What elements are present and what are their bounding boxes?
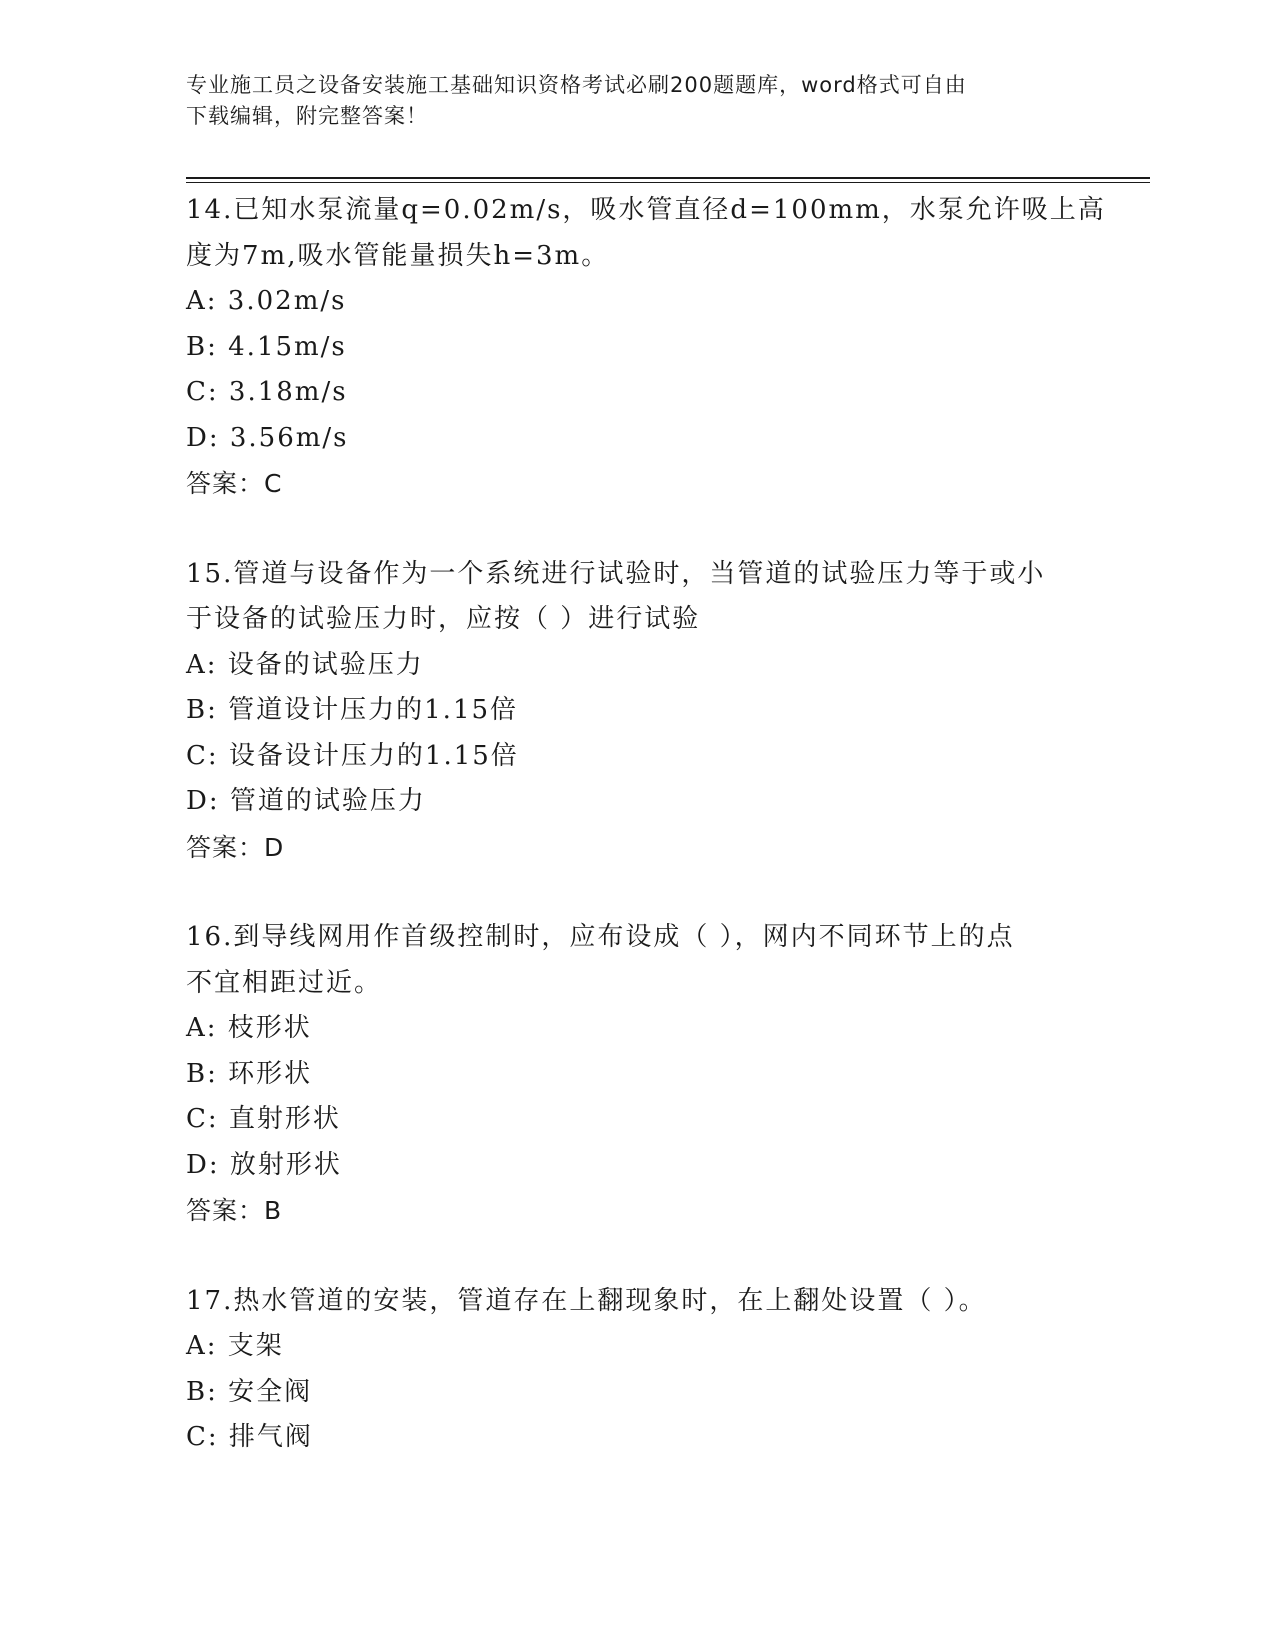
answer: 答案：B bbox=[186, 1196, 283, 1225]
option-d: D: 放射形状 bbox=[186, 1149, 342, 1180]
question-text-line: 于设备的试验压力时，应按（ ）进行试验 bbox=[186, 604, 701, 634]
option-c: C: 3.18m/s bbox=[186, 377, 348, 407]
option-d: D: 3.56m/s bbox=[186, 422, 349, 453]
answer: 答案：D bbox=[186, 832, 285, 862]
question-text-line: 16.到导线网用作首级控制时，应布设成（ ），网内不同环节上的点 bbox=[186, 922, 1015, 952]
header-line-1: 专业施工员之设备安装施工基础知识资格考试必刷200题题库，word格式可自由 bbox=[186, 73, 967, 97]
question-text-line: 14.已知水泵流量q=0.02m/s，吸水管直径d=100mm，水泵允许吸上高 bbox=[186, 195, 1106, 225]
question-15 bbox=[186, 552, 1086, 871]
option-b: B: 4.15m/s bbox=[186, 331, 347, 362]
question-list bbox=[186, 188, 1106, 1461]
question-text-line: 15.管道与设备作为一个系统进行试验时，当管道的试验压力等于或小 bbox=[186, 558, 1046, 589]
option-a: A: 设备的试验压力 bbox=[186, 649, 424, 680]
answer: 答案：C bbox=[186, 469, 283, 498]
header-line-2: 下载编辑，附完整答案！ bbox=[186, 104, 428, 128]
option-c: C: 直射形状 bbox=[186, 1104, 341, 1134]
question-16 bbox=[186, 915, 1086, 1234]
question-14 bbox=[186, 188, 1106, 507]
option-d: D: 管道的试验压力 bbox=[186, 786, 426, 816]
option-a: A: 枝形状 bbox=[186, 1013, 312, 1043]
option-c: C: 排气阀 bbox=[186, 1422, 313, 1452]
option-b: B: 环形状 bbox=[186, 1058, 313, 1089]
document-header bbox=[186, 70, 1086, 132]
question-17 bbox=[186, 1279, 1086, 1461]
option-b: B: 管道设计压力的1.15倍 bbox=[186, 695, 519, 725]
question-text-line: 度为7m,吸水管能量损失h=3m。 bbox=[186, 240, 610, 271]
question-text-line: 17.热水管道的安装，管道存在上翻现象时，在上翻处设置（ ）。 bbox=[186, 1285, 987, 1316]
header-divider-thick bbox=[186, 177, 1150, 179]
option-b: B: 安全阀 bbox=[186, 1376, 313, 1407]
question-text-line: 不宜相距过近。 bbox=[186, 967, 383, 998]
option-a: A: 支架 bbox=[186, 1331, 284, 1361]
option-c: C: 设备设计压力的1.15倍 bbox=[186, 740, 519, 771]
header-divider-thin bbox=[186, 182, 1150, 183]
option-a: A: 3.02m/s bbox=[186, 286, 347, 316]
